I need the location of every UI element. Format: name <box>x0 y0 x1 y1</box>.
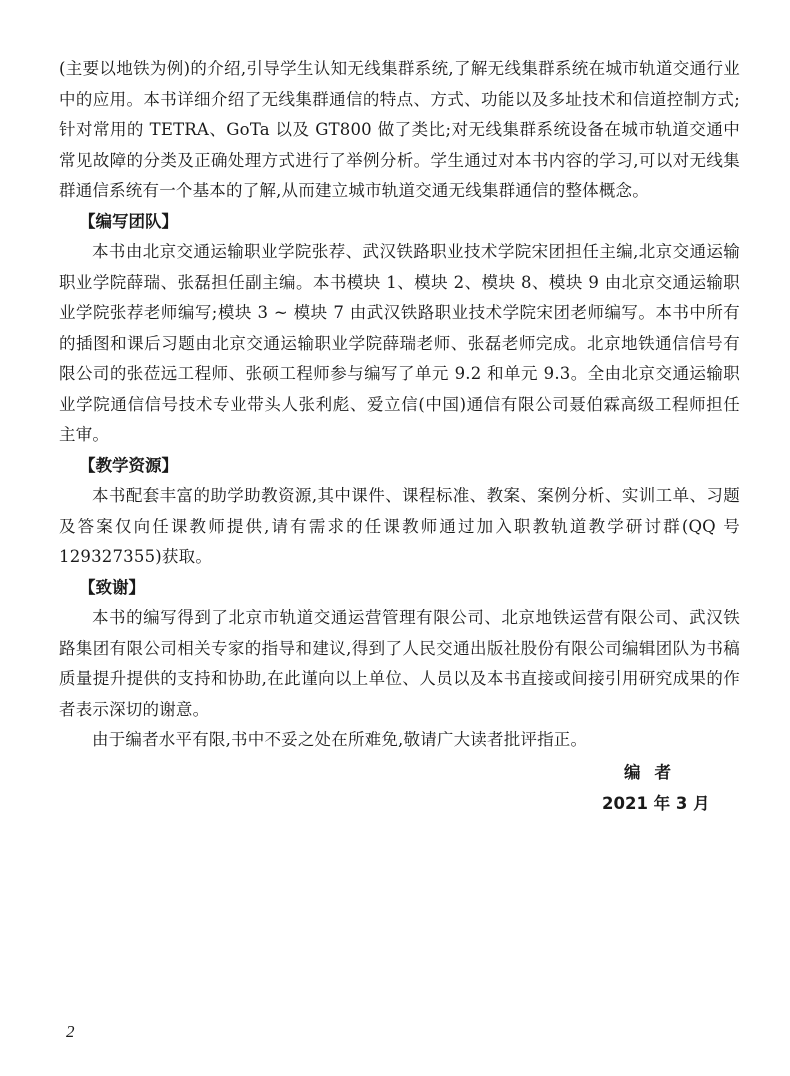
signature-author: 编者 <box>624 763 685 782</box>
intro-paragraph: (主要以地铁为例)的介绍,引导学生认知无线集群系统,了解无线集群系统在城市轨道交通行业中的应用。本书详细介绍了无线集群通信的特点、方式、功能以及多址技术和信道控制方式;针对常用的 TETRA、GoTa 以及 GT800 做了类比;对无线集群系统设备在城市轨道交通中常见故障的分类及正确处理方式进行了举例分析。学生通过对本书内容的学习,可以对无线集群通信系统有一个基本的了解,从而建立城市轨道交通无线集群通信的整体概念。 <box>59 59 740 200</box>
closing-paragraph: 由于编者水平有限,书中不妥之处在所难免,敬请广大读者批评指正。 <box>92 730 588 749</box>
resources-heading: 【教学资源】 <box>79 455 178 475</box>
document-body <box>59 54 740 756</box>
team-paragraph: 本书由北京交通运输职业学院张荐、武汉铁路职业技术学院宋团担任主编,北京交通运输职业学院薛瑞、张磊担任副主编。本书模块 1、模块 2、模块 8、模块 9 由北京交通运输职业学院张荐老师编写;模块 3 ~ 模块 7 由武汉铁路职业技术学院宋团老师编写。本书中所有的插图和课后习题由北京交通运输职业学院薛瑞老师、张磊老师完成。北京地铁通信信号有限公司的张莅远工程师、张硕工程师参与编写了单元 9.2 和单元 9.3。全由北京交通运输职业学院通信信号技术专业带头人张利彪、爱立信(中国)通信有限公司聂伯霖高级工程师担任主审。 <box>59 242 740 444</box>
thanks-heading: 【致谢】 <box>79 577 145 597</box>
resources-paragraph: 本书配套丰富的助学助教资源,其中课件、课程标准、教案、案例分析、实训工单、习题及答案仅向任课教师提供,请有需求的任课教师通过加入职教轨道教学研讨群(QQ 号 129327355)获取。 <box>59 486 740 566</box>
signature-date: 2021 年 3 月 <box>602 794 710 813</box>
team-heading: 【编写团队】 <box>79 211 178 231</box>
thanks-paragraph: 本书的编写得到了北京市轨道交通运营管理有限公司、北京地铁运营有限公司、武汉铁路集团有限公司相关专家的指导和建议,得到了人民交通出版社股份有限公司编辑团队为书稿质量提升提供的支持和协助,在此谨向以上单位、人员以及本书直接或间接引用研究成果的作者表示深切的谢意。 <box>59 608 740 719</box>
page-number: 2 <box>66 1022 75 1041</box>
